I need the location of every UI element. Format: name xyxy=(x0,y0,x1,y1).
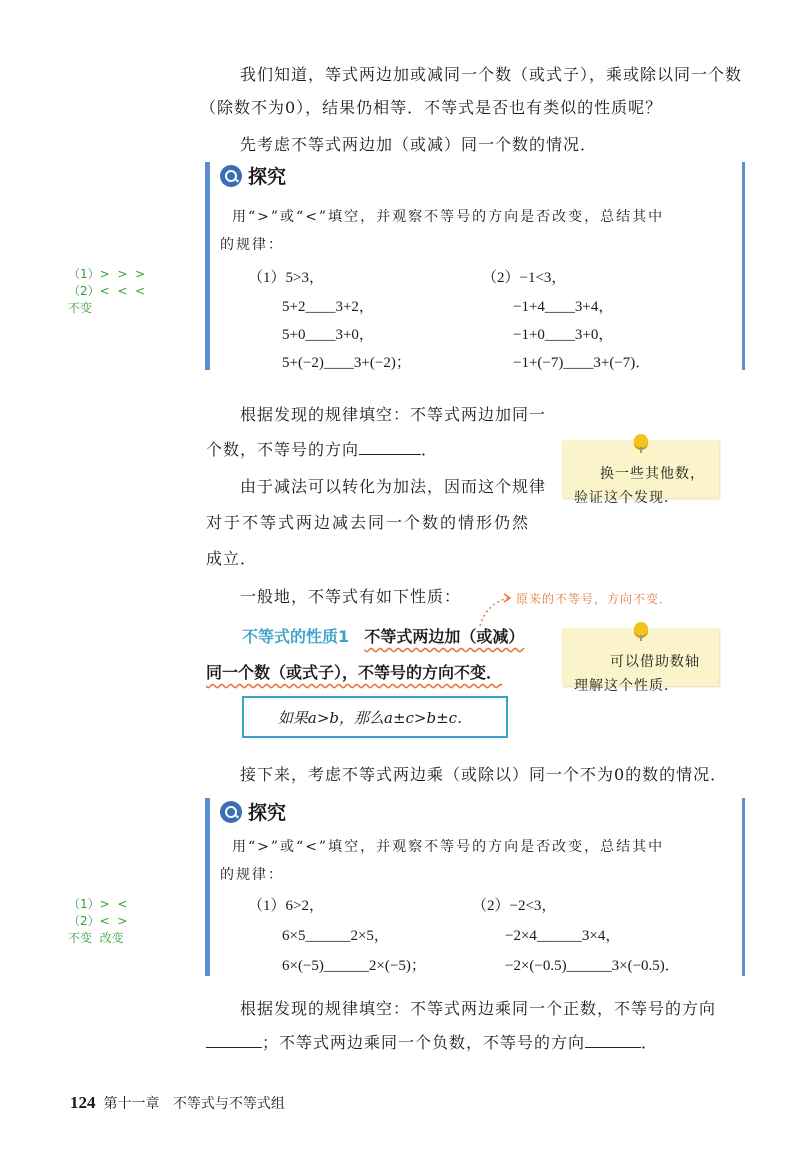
explore1-left-1: 5+2____3+2， xyxy=(282,299,374,315)
explore2-right-0: （2）−2<3， xyxy=(472,898,557,914)
annotation-text: 原来的不等号，方向不变． xyxy=(516,592,673,606)
rule-line-4: 对于不等式两边减去同一个数的情形仍然 xyxy=(206,513,531,532)
rule-line-2: 个数，不等号的方向 ． xyxy=(206,440,439,459)
explore2-right-1: −2×4______3×4， xyxy=(505,928,621,944)
explore1-right-1: −1+4____3+4， xyxy=(513,299,614,315)
explore2-left-1: 6×5______2×5， xyxy=(282,928,389,944)
explore1-left-3: 5+(−2)____3+(−2)； xyxy=(282,355,411,371)
intro-line-2: （除数不为0），结果仍相等．不等式是否也有类似的性质呢？ xyxy=(200,98,663,117)
explore2-instruction-1: 用“>”或“<”填空，并观察不等号的方向是否改变，总结其中 xyxy=(232,839,665,855)
explore2-instruction-2: 的规律： xyxy=(220,867,284,883)
intro-line-1: 我们知道，等式两边加或减同一个数（或式子），乘或除以同一个数 xyxy=(240,65,743,84)
explore-title-2: 探究 xyxy=(220,798,286,825)
property-line-1 xyxy=(242,624,524,647)
explore-box-1 xyxy=(205,162,745,370)
formula-box xyxy=(242,696,508,738)
formula-text: 如果a>b，那么a±c>b±c． xyxy=(277,708,473,727)
explore1-left-2: 5+0____3+0， xyxy=(282,327,374,343)
pushpin-icon xyxy=(634,622,648,636)
mid-line: 接下来，考虑不等式两边乘（或除以）同一个不为0的数的情况． xyxy=(240,765,728,784)
rule-line-1: 根据发现的规律填空：不等式两边加同一 xyxy=(240,405,547,424)
final-line-1: 根据发现的规律填空：不等式两边乘同一个正数，不等号的方向 xyxy=(240,999,717,1018)
explore2-left-2: 6×(−5)______2×(−5)； xyxy=(282,958,426,974)
intro-line-3: 先考虑不等式两边加（或减）同一个数的情况． xyxy=(240,135,598,154)
pushpin-icon xyxy=(634,434,648,448)
sticky-note-2: 可以借助数轴理解这个性质． xyxy=(562,628,719,686)
rule-line-5: 成立． xyxy=(206,549,258,568)
magnifier-icon xyxy=(220,801,242,823)
explore1-right-3: −1+(−7)____3+(−7)． xyxy=(513,355,651,371)
answer-blank[interactable] xyxy=(206,1033,262,1048)
explore1-right-0: （2）−1<3， xyxy=(482,270,567,286)
explore-title-1: 探究 xyxy=(220,162,286,189)
margin-answers-1: （1）> > > （2）< < < 不变 xyxy=(68,267,146,315)
page-footer xyxy=(70,1093,285,1113)
property-label: 不等式的性质1 xyxy=(242,627,350,646)
property-text-2: 同一个数（或式子），不等号的方向不变． xyxy=(206,663,503,682)
explore2-left-0: （1）6>2， xyxy=(248,898,324,914)
chapter-label: 第十一章 xyxy=(103,1096,160,1112)
margin-answers-2: （1）> < （2）< > 不变 改变 xyxy=(68,897,128,945)
explore-box-2 xyxy=(205,798,745,976)
explore2-right-2: −2×(−0.5)______3×(−0.5)． xyxy=(505,958,680,974)
explore1-left-0: （1）5>3， xyxy=(248,270,324,286)
magnifier-icon xyxy=(220,165,242,187)
answer-blank[interactable] xyxy=(359,440,421,455)
chapter-title: 不等式与不等式组 xyxy=(172,1096,285,1112)
explore1-instruction-2: 的规律： xyxy=(220,237,284,253)
answer-blank[interactable] xyxy=(585,1033,641,1048)
explore1-instruction-1: 用“>”或“<”填空，并观察不等号的方向是否改变，总结其中 xyxy=(232,209,665,225)
page-number: 124 xyxy=(70,1093,96,1112)
rule-line-3: 由于减法可以转化为加法，因而这个规律 xyxy=(240,477,547,496)
final-line-2: ；不等式两边乘同一个负数，不等号的方向 ． xyxy=(206,1030,658,1053)
explore1-right-2: −1+0____3+0， xyxy=(513,327,614,343)
sticky-note-1: 换一些其他数，验证这个发现． xyxy=(562,440,719,498)
rule-line-6: 一般地，不等式有如下性质： xyxy=(240,587,462,606)
property-text-1: 不等式两边加（或减） xyxy=(364,627,525,646)
